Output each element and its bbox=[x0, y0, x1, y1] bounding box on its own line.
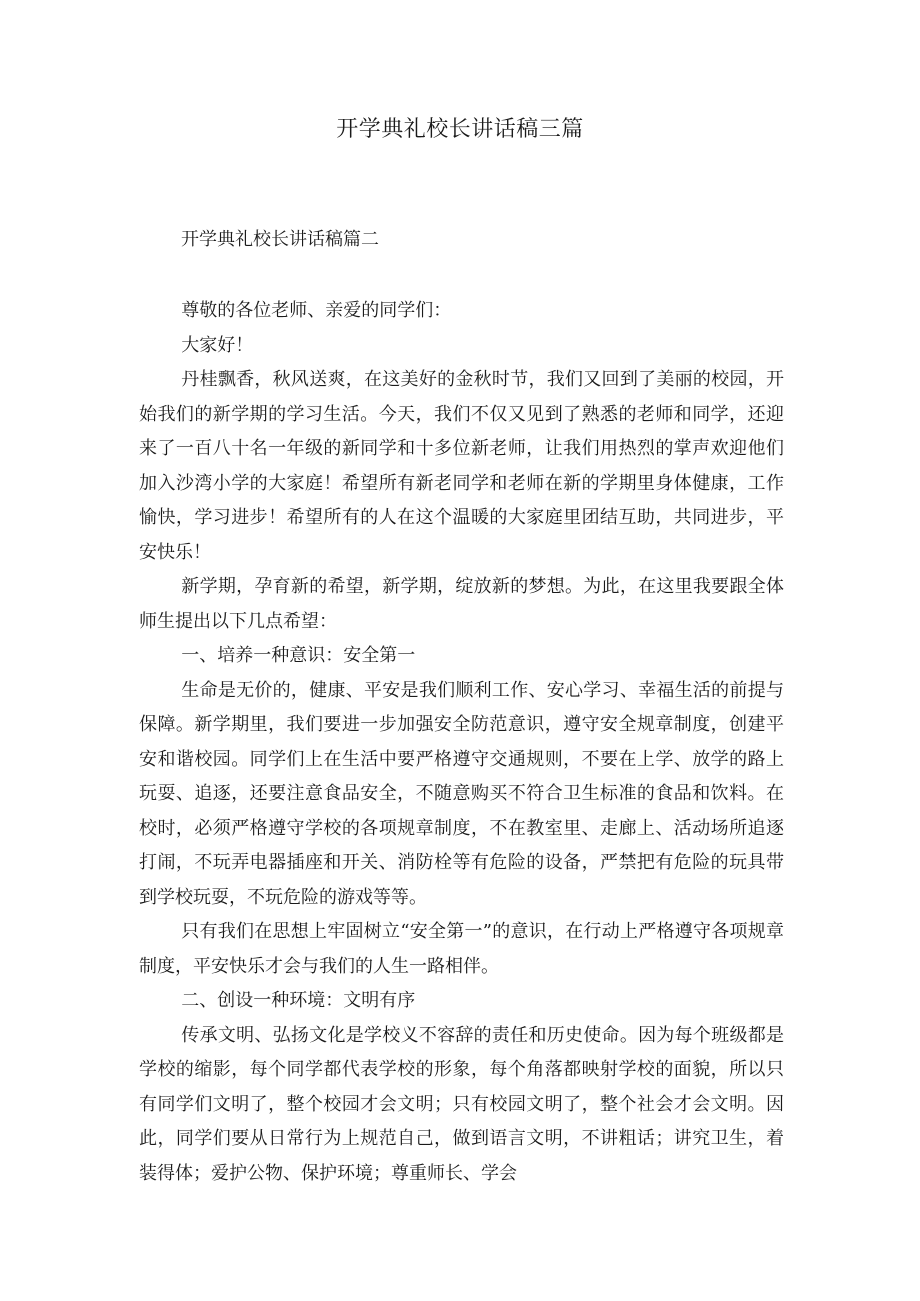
body-paragraph: 传承文明、弘扬文化是学校义不容辞的责任和历史使命。因为每个班级都是学校的缩影，每个同学都代表学校的形象，每个角落都映射学校的面貌，所以只有同学们文明了，整个校园才会文明；只有校园文明了，整个社会才会文明。因此，同学们要从日常行为上规范自己，做到语言文明，不讲粗话；讲究卫生，着装得体；爱护公物、保护环境；尊重师长、学会 bbox=[139, 1024, 784, 1184]
salutation: 尊敬的各位老师、亲爱的同学们： bbox=[181, 300, 452, 321]
document-title: 开学典礼校长讲话稿三篇 bbox=[336, 117, 584, 142]
greeting: 大家好！ bbox=[181, 334, 254, 356]
body-paragraph: 只有我们在思想上牢固树立“安全第一”的意识，在行动上严格遵守各项规章制度，平安快乐才会与我们的人生一路相伴。 bbox=[139, 921, 784, 977]
body-paragraph: 丹桂飘香，秋风送爽，在这美好的金秋时节，我们又回到了美丽的校园，开始我们的新学期的学习生活。今天，我们不仅又见到了熟悉的老师和同学，还迎来了一百八十名一年级的新同学和十多位新老师，让我们用热烈的掌声欢迎他们加入沙湾小学的大家庭！希望所有新老同学和老师在新的学期里身体健康，工作愉快，学习进步！希望所有的人在这个温暖的大家庭里团结互助，共同进步，平安快乐！ bbox=[139, 369, 784, 563]
body-paragraph: 新学期，孕育新的希望，新学期，绽放新的梦想。为此，在这里我要跟全体师生提出以下几点希望： bbox=[139, 576, 784, 632]
section-heading: 一、培养一种意识：安全第一 bbox=[181, 645, 416, 666]
body-paragraph: 生命是无价的，健康、平安是我们顺利工作、安心学习、幸福生活的前提与保障。新学期里，我们要进一步加强安全防范意识，遵守安全规章制度，创建平安和谐校园。同学们上在生活中要严格遵守交通规则，不要在上学、放学的路上玩耍、追逐，还要注意食品安全，不随意购买不符合卫生标准的食品和饮料。在校时，必须严格遵守学校的各项规章制度，不在教室里、走廊上、活动场所追逐打闹，不玩弄电器插座和开关、消防栓等有危险的设备，严禁把有危险的玩具带到学校玩耍，不玩危险的游戏等等。 bbox=[139, 679, 784, 908]
section-heading: 二、创设一种环境：文明有序 bbox=[181, 990, 416, 1011]
document-body bbox=[139, 294, 784, 1191]
document-subtitle: 开学典礼校长讲话稿篇二 bbox=[181, 229, 379, 250]
